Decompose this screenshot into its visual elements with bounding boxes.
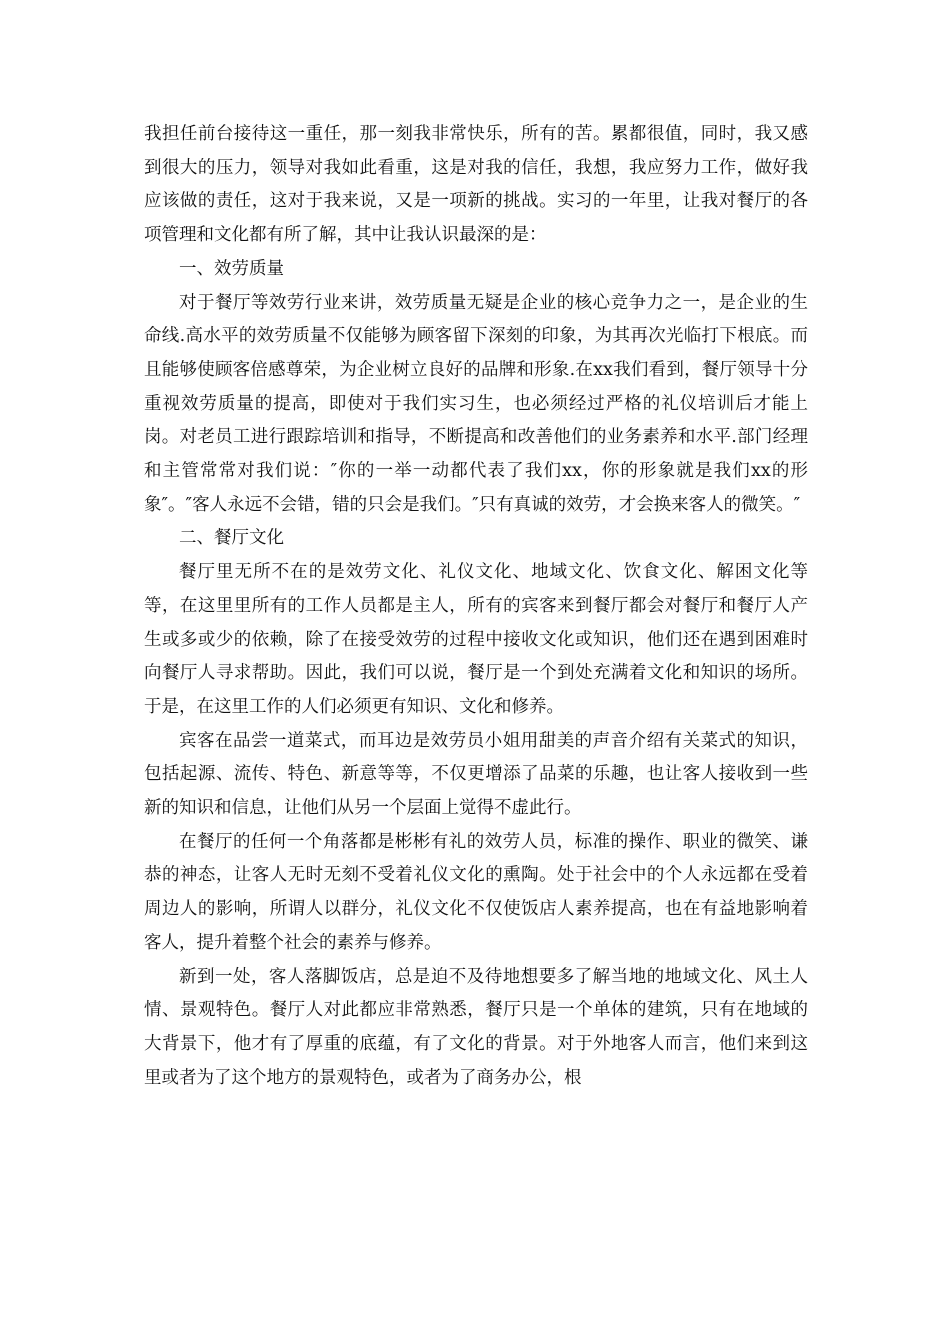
paragraph-regional-culture: 新到一处，客人落脚饭店，总是迫不及待地想要多了解当地的地域文化、风土人情、景观特色。餐厅人对此都应非常熟悉，餐厅只是一个单体的建筑，只有在地域的大背景下，他才有了厚重的底蕴，有了文化的背景。对于外地客人而言，他们来到这里或者为了这个地方的景观特色，或者为了商务办公，根	[144, 966, 808, 1088]
paragraph-service-quality: 对于餐厅等效劳行业来讲，效劳质量无疑是企业的核心竞争力之一，是企业的生命线.高水平的效劳质量不仅能够为顾客留下深刻的印象，为其再次光临打下根底。而且能够使顾客倍感尊荣，为企业树立良好的品牌和形象.在xx我们看到，餐厅领导十分重视效劳质量的提高，即使对于我们实习生，也必须经过严格的礼仪培训后才能上岗。对老员工进行跟踪培训和指导，不断提高和改善他们的业务素养和水平.部门经理和主管常常对我们说：″你的一举一动都代表了我们xx，你的形象就是我们xx的形象″。″客人永远不会错，错的只会是我们。″只有真诚的效劳，才会换来客人的微笑。″	[144, 292, 808, 515]
section-heading-restaurant-culture: 二、餐厅文化	[179, 528, 284, 549]
paragraph-etiquette-culture: 在餐厅的任何一个角落都是彬彬有礼的效劳人员，标准的操作、职业的微笑、谦恭的神态，让客人无时无刻不受着礼仪文化的熏陶。处于社会中的个人永远都在受着周边人的影响，所谓人以群分，礼仪文化不仅使饭店人素养提高，也在有益地影响着客人，提升着整个社会的素养与修养。	[144, 831, 808, 953]
paragraph-dish-knowledge: 宾客在品尝一道菜式，而耳边是效劳员小姐用甜美的声音介绍有关菜式的知识，包括起源、流传、特色、新意等等，不仅更增添了品菜的乐趣，也让客人接收到一些新的知识和信息，让他们从另一个层面上觉得不虚此行。	[144, 730, 808, 819]
paragraph-restaurant-culture: 餐厅里无所不在的是效劳文化、礼仪文化、地域文化、饮食文化、解困文化等等，在这里里所有的工作人员都是主人，所有的宾客来到餐厅都会对餐厅和餐厅人产生或多或少的依赖，除了在接受效劳的过程中接收文化或知识，他们还在遇到困难时向餐厅人寻求帮助。因此，我们可以说，餐厅是一个到处充满着文化和知识的场所。于是，在这里工作的人们必须更有知识、文化和修养。	[144, 562, 808, 717]
document-page	[144, 118, 808, 1095]
paragraph-intro: 我担任前台接待这一重任，那一刻我非常快乐，所有的苦。累都很值，同时，我又感到很大的压力，领导对我如此看重，这是对我的信任，我想，我应努力工作，做好我应该做的责任，这对于我来说，又是一项新的挑战。实习的一年里，让我对餐厅的各项管理和文化都有所了解，其中让我认识最深的是：	[144, 124, 808, 246]
section-heading-service-quality: 一、效劳质量	[179, 258, 284, 279]
